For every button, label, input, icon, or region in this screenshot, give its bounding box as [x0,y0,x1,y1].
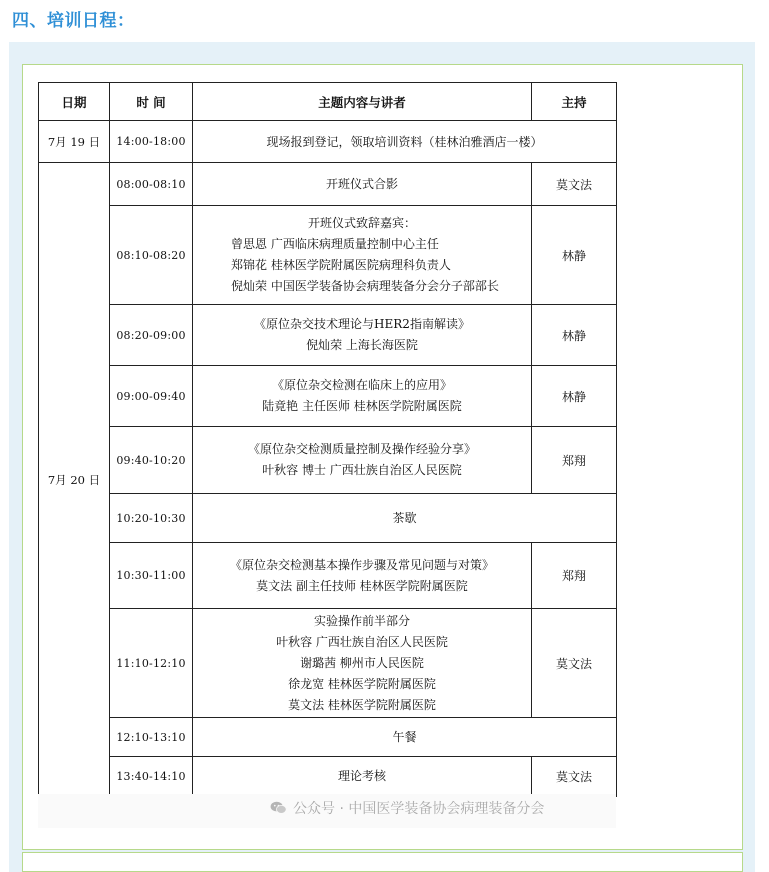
time-cell: 08:00-08:10 [110,163,193,206]
table-row [39,718,617,757]
topic-line: 实验操作前半部分 [313,613,410,628]
topic-line: 《原位杂交检测质量控制及操作经验分享》 [247,442,476,456]
time-cell: 11:10-12:10 [110,609,193,718]
table-row [39,121,617,163]
topic-line: 倪灿荣 中国医学装备协会病理装备分会分子部部长 [231,279,499,293]
host-cell: 莫文法 [532,757,617,797]
topic-line: 曾思恩 广西临床病理质量控制中心主任 [231,237,439,251]
topic-line: 莫文法 副主任技师 桂林医学院附属医院 [256,578,468,593]
wechat-icon [270,801,287,814]
table-row [39,609,617,718]
time-cell: 09:40-10:20 [110,427,193,494]
header-time: 时 间 [110,83,193,121]
topic-line: 莫文法 桂林医学院附属医院 [288,697,436,712]
table-row [39,494,617,543]
topic-line: 开班仪式致辞嘉宾： [307,216,416,230]
host-cell: 郑翔 [532,543,617,609]
time-cell: 09:00-09:40 [110,366,193,427]
topic-cell [193,366,532,427]
topic-line: 午餐 [392,729,417,744]
host-cell: 莫文法 [532,163,617,206]
time-cell: 14:00-18:00 [110,121,193,163]
topic-cell [193,543,532,609]
topic-line: 倪灿荣 上海长海医院 [306,338,418,352]
table-row [39,757,617,797]
topic-cell [193,163,532,206]
host-cell: 莫文法 [532,609,617,718]
header-topic: 主题内容与讲者 [193,83,532,121]
topic-line: 谢璐茜 柳州市人民医院 [300,655,424,670]
table-row [39,163,617,206]
header-date: 日期 [39,83,110,121]
topic-line: 叶秋容 广西壮族自治区人民医院 [276,634,448,649]
schedule-table [38,82,617,797]
topic-cell [193,305,532,366]
topic-line: 茶歇 [392,510,417,525]
topic-cell [193,609,532,718]
topic-line: 陆竟艳 主任医师 桂林医学院附属医院 [262,399,462,413]
watermark [270,798,544,818]
topic-cell [193,206,532,305]
topic-line: 《原位杂交检测在临床上的应用》 [271,378,452,392]
table-row [39,427,617,494]
watermark-text: 公众号 · 中国医学装备协会病理装备分会 [293,801,545,817]
time-cell: 08:20-09:00 [110,305,193,366]
topic-line: 开班仪式合影 [325,176,398,191]
topic-cell [193,494,617,543]
host-cell: 林静 [532,305,617,366]
topic-line: 理论考核 [337,769,386,783]
topic-line: 徐龙宽 桂林医学院附属医院 [288,676,436,691]
time-cell: 12:10-13:10 [110,718,193,757]
topic-line: 《原位杂交技术理论与HER2指南解读》 [254,317,470,331]
time-cell: 10:20-10:30 [110,494,193,543]
host-cell: 林静 [532,366,617,427]
topic-cell: 现场报到登记，领取培训资料（桂林泊雅酒店一楼） [193,121,617,163]
host-cell: 郑翔 [532,427,617,494]
time-cell: 10:30-11:00 [110,543,193,609]
topic-line: 郑锦花 桂林医学院附属医院病理科负责人 [231,258,451,272]
table-row [39,543,617,609]
date-cell: 7月 20 日 [39,163,110,797]
time-cell: 08:10-08:20 [110,206,193,305]
table-row [39,206,617,305]
host-cell: 林静 [532,206,617,305]
date-cell: 7月 19 日 [39,121,110,163]
time-cell: 13:40-14:10 [110,757,193,797]
section-title: 四、培训日程： [12,11,135,31]
topic-line: 叶秋容 博士 广西壮族自治区人民医院 [262,463,462,477]
topic-cell [193,427,532,494]
next-panel-edge [22,852,743,872]
table-row [39,366,617,427]
topic-cell [193,718,617,757]
table-row [39,305,617,366]
header-host: 主持 [532,83,617,121]
topic-cell [193,757,532,797]
header-row [39,83,617,121]
topic-line: 《原位杂交检测基本操作步骤及常见问题与对策》 [229,557,494,572]
